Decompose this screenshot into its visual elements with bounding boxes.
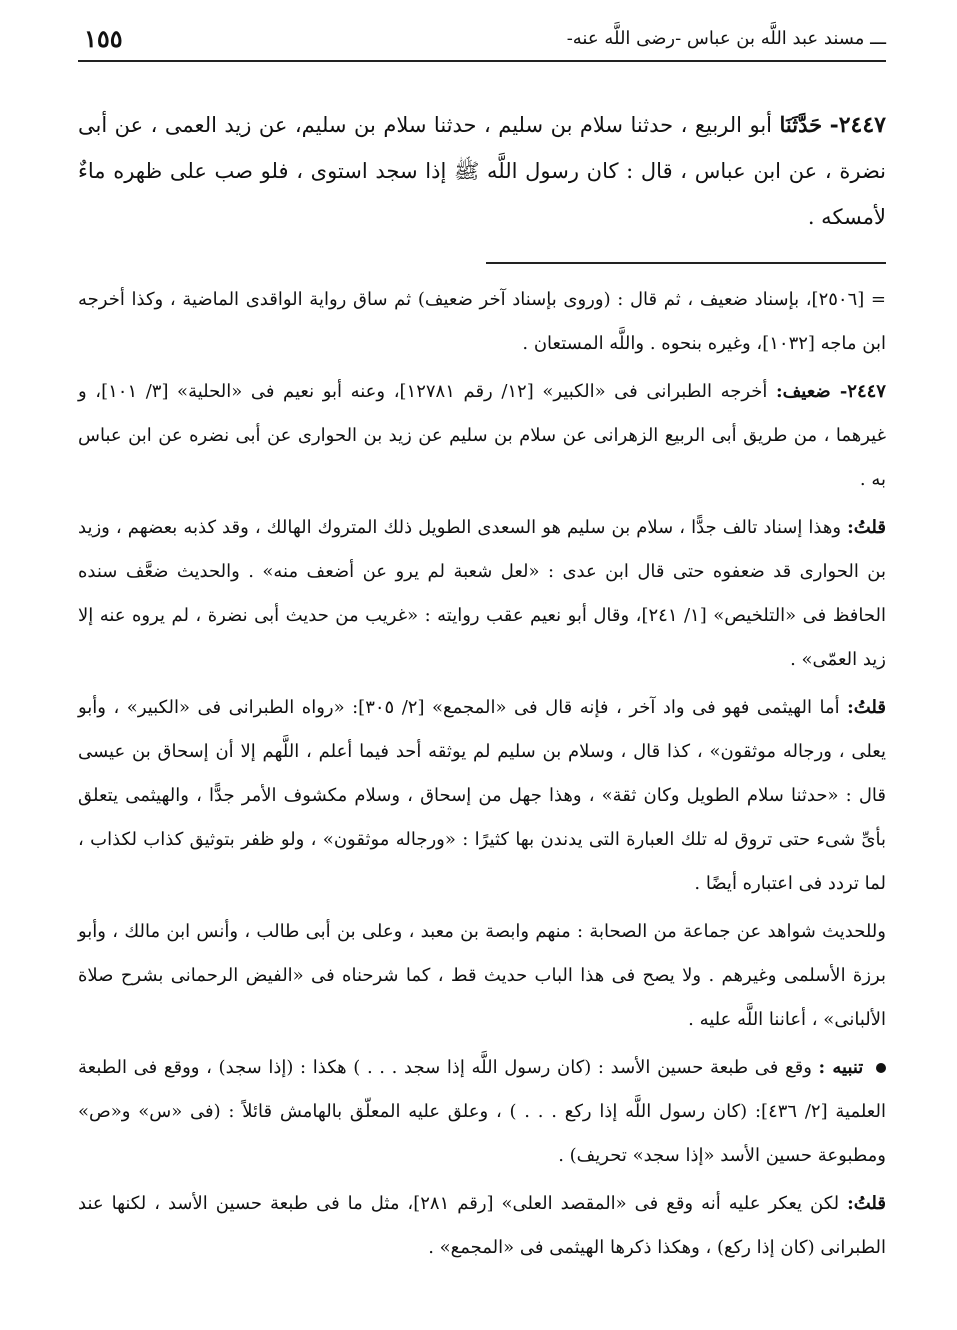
- note-comment-2-text: أما الهيثمى فهو فى واد آخر ، فإنه قال فى «المجمع» [٢/ ٣٠٥]: «رواه الطبرانى فى «الكبير» ، وأبو يعلى ، ورجاله موثقون» ، كذا قال ، وسلام بن سليم لم يوثقه أحد فيما أعلم ، اللَّهم إلا أن إسحاق بن عيسى قال : «حدثنا سلام الطويل وكان ثقة» ، وهذا جهل من إسحاق ، وسلام مكشوف الأمر جدًّا ، والهيثمى يتعلق بأىِّ شىء حتى تروق له تلك العبارة التى يدندن بها كثيرًا : «ورجاله موثقون» ، ولو ظفر بتوثيق كذاب لكذاب ، لما تردد فى اعتباره أيضًا .: [78, 697, 886, 894]
- note-continuation: = [٢٥٠٦]، بإسناد ضعيف ، ثم قال : (وروى بإسناد آخر ضعيف) ثم ساق رواية الواقدى الماضية ، وكذا أخرجه ابن ماجه [١٠٣٢]، وغيره بنحوه . واللَّه المستعان .: [78, 289, 887, 354]
- note-tanbih-text: وقع فى طبعة حسين الأسد : (كان رسول اللَّه إذا سجد . . . ) هكذا : (إذا سجد) ، ووقع فى الطبعة العلمية [٢/ ٤٣٦]: (كان رسول اللَّه إذا ركع . . . ) ، وعلق عليه المعلّق بالهامش قائلاً : (فى «س» و«ص» ومطبوعة حسين الأسد «إذا سجد» تحريف) .: [78, 1057, 886, 1166]
- note-comment-3-text: لكن يعكر عليه أنه وقع فى «المقصد العلى» [رقم ٢٨١]، مثل ما فى طبعة حسين الأسد ، لكنها عند الطبرانى (كان إذا ركع) ، وهكذا ذكرها الهيثمى فى «المجمع» .: [78, 1193, 886, 1258]
- note-comment-3-label: قلتُ:: [847, 1193, 886, 1214]
- note-comment-3: [78, 1182, 886, 1270]
- note-takhrij: [78, 370, 886, 502]
- page-header: [78, 20, 886, 62]
- note-comment-1: [78, 506, 886, 682]
- note-tanbih: [78, 1046, 886, 1178]
- note-takhrij-text: أخرجه الطبرانى فى «الكبير» [١٢/ رقم ١٢٧٨١]، وعنه أبو نعيم فى «الحلية» [٣/ ١٠١]، و غيرهما ، من طريق أبى الربيع الزهرانى عن سلام بن سليم عن زيد بن الحوارى عن أبى نضره عن ابن عباس به .: [78, 381, 886, 490]
- note-comment-1-label: قلتُ:: [847, 517, 886, 538]
- page: [78, 20, 886, 1274]
- note-tanbih-label: تنبيه :: [818, 1057, 864, 1078]
- page-number: ١٥٥: [78, 24, 129, 53]
- bullet-icon: [876, 1063, 886, 1073]
- hadith-lead: حَدَّثَنَا: [779, 112, 823, 137]
- note-comment-2: [78, 686, 886, 906]
- note-takhrij-label: ٢٤٤٧- ضعيف:: [776, 381, 886, 402]
- footnote-divider: [486, 262, 886, 264]
- hadith-number: ٢٤٤٧-: [829, 112, 886, 138]
- hadith-text: [78, 102, 886, 240]
- running-title: ـــ مسند عبد اللَّه بن عباس -رضى اللَّه عنه-: [561, 28, 886, 49]
- note-shawahid: وللحديث شواهد عن جماعة من الصحابة : منهم وابصة بن معبد ، وعلى بن أبى طالب ، وأنس ابن مالك ، وأبو برزة الأسلمى وغيرهم . ولا يصح فى هذا الباب حديث قط ، كما شرحناه فى «الفيض الرحمانى بشرح صلاة الألبانى» ، أعاننا اللَّه عليه .: [78, 921, 886, 1030]
- note-comment-1-text: وهذا إسناد تالف جدًّا ، سلام بن سليم هو السعدى الطويل ذلك المتروك الهالك ، وقد كذبه بعضهم ، وزيد بن الحوارى قد ضعفوه حتى قال ابن عدى : «لعل شعبة لم يرو عن أضعف منه» . والحديث ضعَّف سنده الحافظ فى «التلخيص» [١/ ٢٤١]، وقال أبو نعيم عقب روايته : «غريب من حديث أبى نضرة ، لم يروه عنه إلا زيد العمّى» .: [78, 517, 886, 670]
- footnotes: [78, 278, 886, 1270]
- hadith-body: أبو الربيع ، حدثنا سلام بن سليم ، حدثنا سلام بن سليم، عن زيد العمى ، عن أبى نضرة ، عن ابن عباس ، قال : كان رسول اللَّه ﷺ إذا سجد استوى ، فلو صب على ظهره ماءٌ لأمسكه .: [78, 113, 886, 229]
- note-comment-2-label: قلتُ:: [847, 697, 886, 718]
